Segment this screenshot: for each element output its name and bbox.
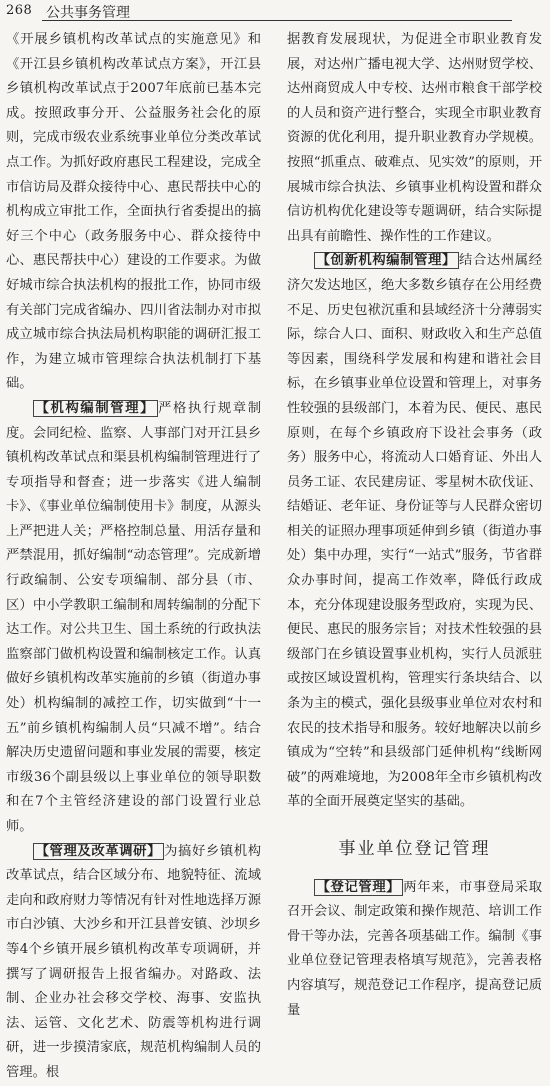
section-tag: 【机构编制管理】 [33,400,159,417]
section-tag: 【登记管理】 [314,879,404,896]
paragraph [287,249,542,815]
section-tag: 【创新机构编制管理】 [314,252,459,269]
paragraph [287,876,542,1024]
paragraph-text: 两年来，市事登局采取召开会议、制定政策和操作规范、培训工作骨干等办法，完善各项基础工作。编制《事业单位登记管理表格填写规范》，完善表格内容填写，规范登记工作程序，提高登记质量 [287,879,543,1018]
page-header [0,0,550,22]
header-rule [42,20,512,21]
section-heading: 事业单位登记管理 [338,839,491,859]
paragraph-text: 结合达州属经济欠发达地区，绝大多数乡镇存在公用经费不足、历史包袱沉重和县域经济十分薄弱实际，综合人口、面积、财政收入和生产总值等因素，围绕科学发展和构建和谐社会目标，在乡镇事业单位设置和管理上，对事务性较强的县级部门，本着为民、便民、惠民原则，在每个乡镇政府下设社会事务（政务）服务中心，将流动人口婚育证、外出人员务工证、农民建房证、零星树木砍伐证、结婚证、老年证、身份证等与人民群众密切相关的证照办理事项延伸到乡镇（街道办事处）集中办理，实行“一站式”服务，节省群众办事时间，提高工作效率，降低行政成本，充分体现建设服务型政府，实现为民、便民、惠民的服务宗旨；对技术性较强的县级部门在乡镇设置事业机构，实行人员派驻或按区域设置机构，管理实行条块结合、以条为主的模式，强化县级事业单位对农村和农民的技术指导和服务。较好地解决以前乡镇成为“空转”和县级部门延伸机构“线断网破”的两难境地，为2008年全市乡镇机构改革的全面开展奠定坚实的基础。 [287,253,542,810]
paragraph-text: 为搞好乡镇机构改革试点，结合区域分布、地貌特征、流域走向和政府财力等情况有针对性地选择万源市白沙镇、大沙乡和开江县普安镇、沙坝乡等4个乡镇开展乡镇机构改革专项调研，并撰写了调研报告上报省编办。对路政、法制、企业办社会移交学校、海事、安监执法、运管、文化艺术、防震等机构进行调研，进一步摸清家底，规范机构编制人员的管理。根 [6,843,262,1080]
paragraph [6,840,261,1086]
paragraph: 据教育发展现状，为促进全市职业教育发展，对达州广播电视大学、达州财贸学校、达州商贸成人中专校、达州市粮食干部学校的人员和资产进行整合，实现全市职业教育资源的优化利用，提升职业教育办学规模。按照“抓重点、破难点、见实效”的原则，开展城市综合执法、乡镇事业机构设置和群众信访机构优化建设等专题调研，结合实际提出具有前瞻性、操作性的工作建议。 [287,32,542,244]
paragraph: 《开展乡镇机构改革试点的实施意见》和《开江县乡镇机构改革试点方案》，开江县乡镇机构改革试点于2007年底前已基本完成。按照政事分开、公益服务社会化的原则，完成市级农业系统事业单位分类改革试点工作。为抓好政府惠民工程建设，完成全市信访局及群众接待中心、惠民帮扶中心的机构成立审批工作，全面执行省委提出的搞好三个中心（政务服务中心、群众接待中心、惠民帮扶中心）建设的工作要求。为做好城市综合执法机构的报批工作，协同市级有关部门完成省编办、四川省法制办对市拟成立城市综合执法局机构职能的调研汇报工作，为建立城市管理综合执法机制打下基础。 [6,32,261,392]
paragraph [6,397,261,840]
paragraph-text: 严格执行规章制度。会同纪检、监察、人事部门对开江县乡镇机构改革试点和渠县机构编制管理进行了专项指导和督查；进一步落实《进人编制卡》、《事业单位编制使用卡》制度，从源头上严把进人关；严格控制总量、用活存量和严禁混用，抓好编制“动态管理”。完成新增行政编制、公安专项编制、部分县（市、区）中小学教职工编制和周转编制的分配下达工作。对公共卫生、国土系统的行政执法监察部门做机构设置和编制核定工作。认真做好乡镇机构改革实施前的乡镇（街道办事处）机构编制的减控工作，切实做到“十一五”前乡镇机构编制人员“只减不增”。结合解决历史遗留问题和事业发展的需要，核定市级36个副县级以上事业单位的领导职数和在7个主管经济建设的部门设置行业总师。 [6,400,262,834]
left-column [6,28,261,1086]
section-tag: 【管理及改革调研】 [33,843,164,860]
page-number: 268 [6,3,33,18]
right-column [287,28,542,1023]
running-title: 公共事务管理 [46,5,130,21]
